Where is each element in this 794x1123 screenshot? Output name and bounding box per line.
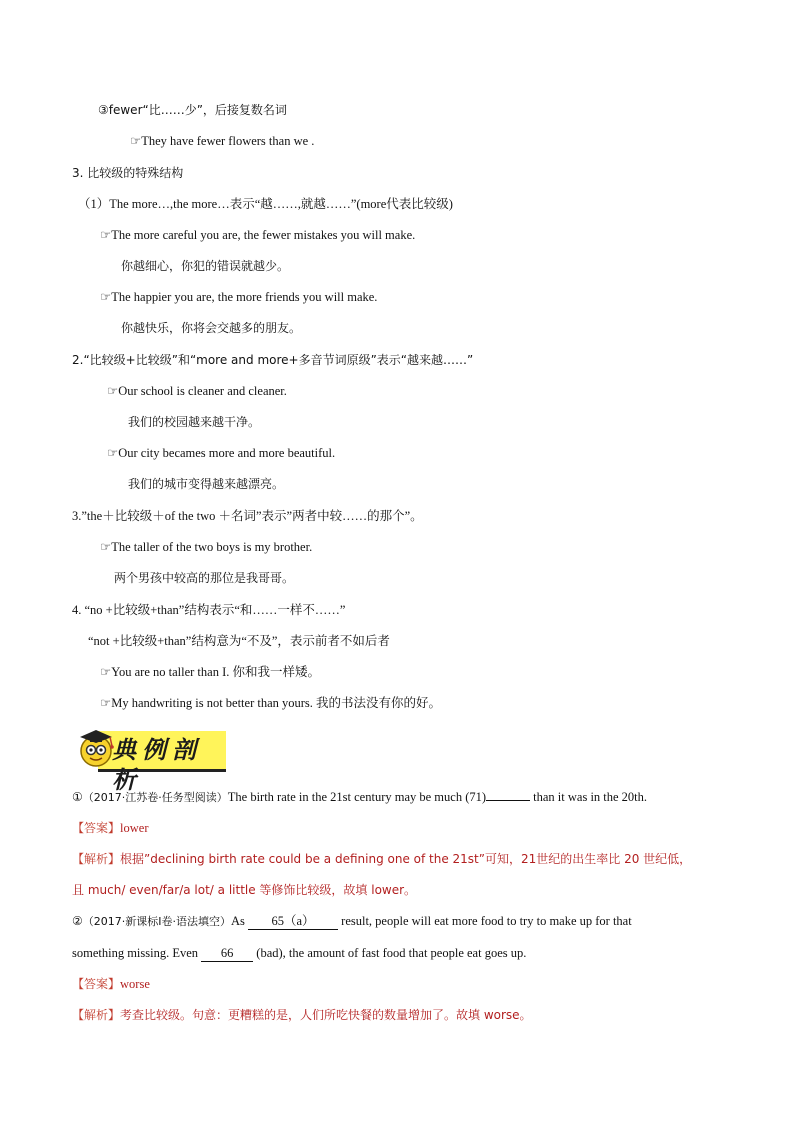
translation-line: 你越快乐，你将会交越多的朋友。 [121, 321, 302, 335]
example-1-analysis-cont: 且 much/ even/far/a lot/ a little 等修饰比较级，故填 lower。 [72, 883, 417, 897]
rule-line: “not +比较级+than”结构意为“不及”，表示前者不如后者 [88, 634, 390, 648]
example-2-blank-66[interactable]: 66 [201, 945, 253, 962]
rule-line: 3.”the＋比较级＋of the two ＋名词”表示”两者中较……的那个”。 [72, 509, 423, 523]
analysis-text: 根据”declining birth rate could be a defining one of the 21st”可知，21世纪的出生率比 20 世纪低， [120, 852, 692, 866]
section-banner [72, 725, 226, 794]
example-2-question-cont [72, 945, 526, 962]
example-2-question [72, 913, 632, 930]
example-2-answer [72, 976, 150, 992]
translation-line: 我们的校园越来越干净。 [128, 415, 261, 429]
example-2-text-d: (bad), the amount of fast food that people eat goes up. [253, 946, 527, 960]
example-sentence: ☞My handwriting is not better than yours. 我的书法没有你的好。 [100, 696, 442, 710]
example-sentence: ☞Our city becames more and more beautiful. [107, 446, 336, 460]
example-2-text-b: result, people will eat more food to try to make up for that [338, 914, 632, 928]
rule-line: （1）The more…,the more…表示“越……,就越……”(more代表比较级) [78, 197, 453, 211]
answer-label: 【答案】 [72, 977, 121, 991]
analysis-text: 考查比较级。句意：更糟糕的是，人们所吃快餐的数量增加了。故填 worse。 [120, 1008, 532, 1022]
answer-value: lower [120, 821, 149, 835]
example-2-source: （2017·新课标Ⅰ卷·语法填空） [82, 915, 231, 928]
example-2-number: ② [72, 914, 83, 928]
translation-line: 两个男孩中较高的那位是我哥哥。 [114, 571, 295, 585]
answer-value: worse [120, 977, 150, 991]
example-1-number: ① [72, 790, 83, 804]
example-sentence: ☞You are no taller than I. 你和我一样矮。 [100, 665, 320, 679]
example-sentence: ☞The happier you are, the more friends you will make. [100, 290, 378, 304]
answer-label: 【答案】 [72, 821, 121, 835]
example-2-blank-65[interactable]: 65（a） [248, 913, 338, 930]
example-1-question [72, 789, 647, 806]
example-sentence: ☞Our school is cleaner and cleaner. [107, 384, 287, 398]
rule-line: 2.“比较级+比较级”和“more and more+多音节词原级”表示“越来越……” [72, 353, 474, 367]
section-heading: 3. 比较级的特殊结构 [72, 166, 184, 180]
example-2-analysis [72, 1007, 532, 1023]
example-sentence: ☞They have fewer flowers than we . [130, 134, 315, 148]
rule-line: 4. “no +比较级+than”结构表示“和……一样不……” [72, 603, 346, 617]
example-sentence: ☞The more careful you are, the fewer mistakes you will make. [100, 228, 416, 242]
example-1-blank[interactable] [486, 800, 530, 801]
banner-title: 典例剖析 [112, 735, 202, 794]
translation-line: 你越细心，你犯的错误就越少。 [121, 259, 290, 273]
example-1-text-a: The birth rate in the 21st century may be much (71) [227, 790, 487, 804]
analysis-label: 【解析】 [72, 1008, 121, 1022]
example-2-text-a: As [231, 914, 249, 928]
fewer-rule: ③fewer“比……少”，后接复数名词 [98, 103, 287, 117]
example-1-source: （2017·江苏卷·任务型阅读） [82, 791, 228, 804]
example-sentence: ☞The taller of the two boys is my brother. [100, 540, 313, 554]
translation-line: 我们的城市变得越来越漂亮。 [128, 477, 285, 491]
example-2-text-c: something missing. Even [72, 946, 202, 960]
example-1-analysis [72, 851, 691, 867]
example-1-answer [72, 820, 148, 836]
analysis-label: 【解析】 [72, 852, 121, 866]
example-1-text-b: than it was in the 20th. [530, 790, 648, 804]
